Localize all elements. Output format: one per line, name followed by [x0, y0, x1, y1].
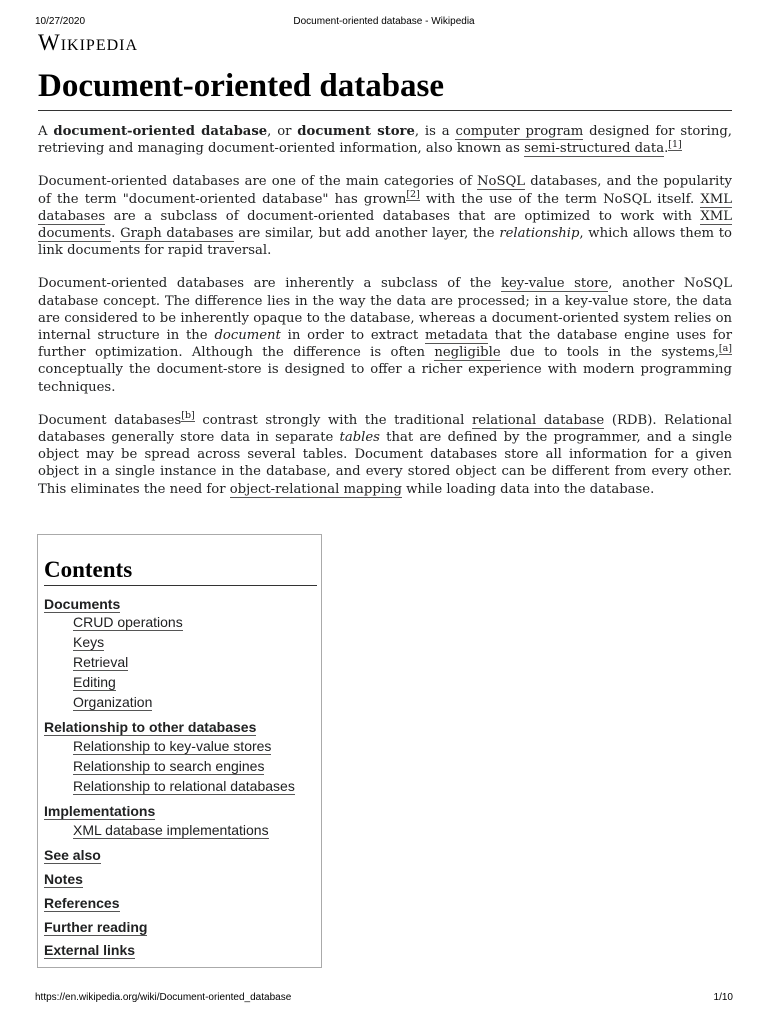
print-url: https://en.wikipedia.org/wiki/Document-oriented_database	[35, 992, 292, 1003]
print-date: 10/27/2020	[35, 16, 86, 27]
intro-paragraph-2: Document-oriented databases are one of the main categories of NoSQL databases, and the popularity of the term "document-oriented database" has grown[2] with the use of the term NoSQL itself. XML databases are a subclass of document-oriented databases that are optimized to work with XML documents. Graph databases are similar, but add another layer, the relationship, which allows them to link documents for rapid traversal.	[38, 174, 733, 259]
toc-item-organization[interactable]: Organization	[73, 694, 153, 710]
toc-item-see-also[interactable]: See also	[44, 847, 101, 863]
toc-item-relationship-to-relational-databases[interactable]: Relationship to relational databases	[73, 778, 295, 794]
toc-item-xml-database-implementations[interactable]: XML database implementations	[73, 822, 269, 838]
citation-1[interactable]: [1]	[668, 138, 682, 150]
citation-2[interactable]: [2]	[406, 189, 420, 201]
link-key-value-store[interactable]: key-value store	[500, 276, 609, 292]
print-doc-title: Document-oriented database - Wikipedia	[293, 16, 475, 27]
print-footer	[35, 992, 733, 1006]
link-xml-databases[interactable]: XML databases	[38, 191, 732, 224]
link-graph-databases[interactable]: Graph databases	[120, 226, 234, 242]
link-object-relational-mapping[interactable]: object-relational mapping	[229, 481, 402, 497]
toc-item-retrieval[interactable]: Retrieval	[73, 654, 129, 670]
note-a[interactable]: [a]	[718, 342, 732, 354]
toc-item-external-links[interactable]: External links	[44, 942, 136, 958]
article-body	[38, 123, 732, 514]
link-xml-documents[interactable]: XML documents	[38, 208, 732, 242]
table-of-contents	[37, 534, 322, 968]
page-title: Document-oriented database	[38, 64, 732, 111]
link-metadata[interactable]: metadata	[425, 328, 488, 344]
toc-item-relationship-to-other-databases[interactable]: Relationship to other databases	[44, 719, 257, 735]
print-header	[35, 16, 733, 30]
toc-item-notes[interactable]: Notes	[44, 871, 83, 887]
toc-item-relationship-to-search-engines[interactable]: Relationship to search engines	[73, 758, 265, 774]
toc-item-crud-operations[interactable]: CRUD operations	[73, 614, 183, 630]
intro-paragraph-1: A document-oriented database, or document store, is a computer program designed for storing, retrieving and managing document-oriented information, also known as semi-structured data.[1]	[38, 124, 732, 157]
intro-paragraph-4: Document databases[b] contrast strongly with the traditional relational database (RDB). Relational databases generally store data in separate tables that are defined by the programmer, and a single object may be spread across several tables. Document databases store all information for a given object in a single instance in the database, and every stored object can be different from every other. This eliminates the need for object-relational mapping while loading data into the database.	[38, 410, 733, 497]
toc-item-relationship-to-key-value-stores[interactable]: Relationship to key-value stores	[73, 738, 272, 754]
toc-title: Contents	[44, 557, 317, 586]
bold-term: document-oriented database	[53, 124, 268, 139]
wikipedia-wordmark[interactable]: Wikipedia	[38, 30, 139, 55]
bold-term: document store	[297, 124, 415, 139]
toc-item-implementations[interactable]: Implementations	[44, 803, 156, 819]
intro-paragraph-3: Document-oriented databases are inherently a subclass of the key-value store, another NoSQL database concept. The difference lies in the way the data are processed; in a key-value store, the data are considered to be inherently opaque to the database, whereas a document-oriented system relies on internal structure in the document in order to extract metadata that the database engine uses for further optimization. Although the difference is often negligible due to tools in the systems,[a] conceptually the document-store is designed to offer a richer experience with modern programming techniques.	[38, 276, 732, 395]
note-b[interactable]: [b]	[181, 410, 195, 422]
toc-item-documents[interactable]: Documents	[44, 596, 121, 612]
link-nosql[interactable]: NoSQL	[476, 174, 526, 190]
link-computer-program[interactable]: computer program	[455, 124, 584, 139]
toc-item-editing[interactable]: Editing	[73, 674, 116, 690]
toc-item-keys[interactable]: Keys	[73, 634, 105, 650]
link-negligible[interactable]: negligible	[434, 345, 501, 361]
toc-item-further-reading[interactable]: Further reading	[44, 919, 148, 935]
toc-item-references[interactable]: References	[44, 895, 120, 911]
link-semi-structured-data[interactable]: semi-structured data	[524, 141, 665, 157]
link-relational-database[interactable]: relational database	[471, 412, 605, 428]
page-number: 1/10	[713, 992, 733, 1003]
